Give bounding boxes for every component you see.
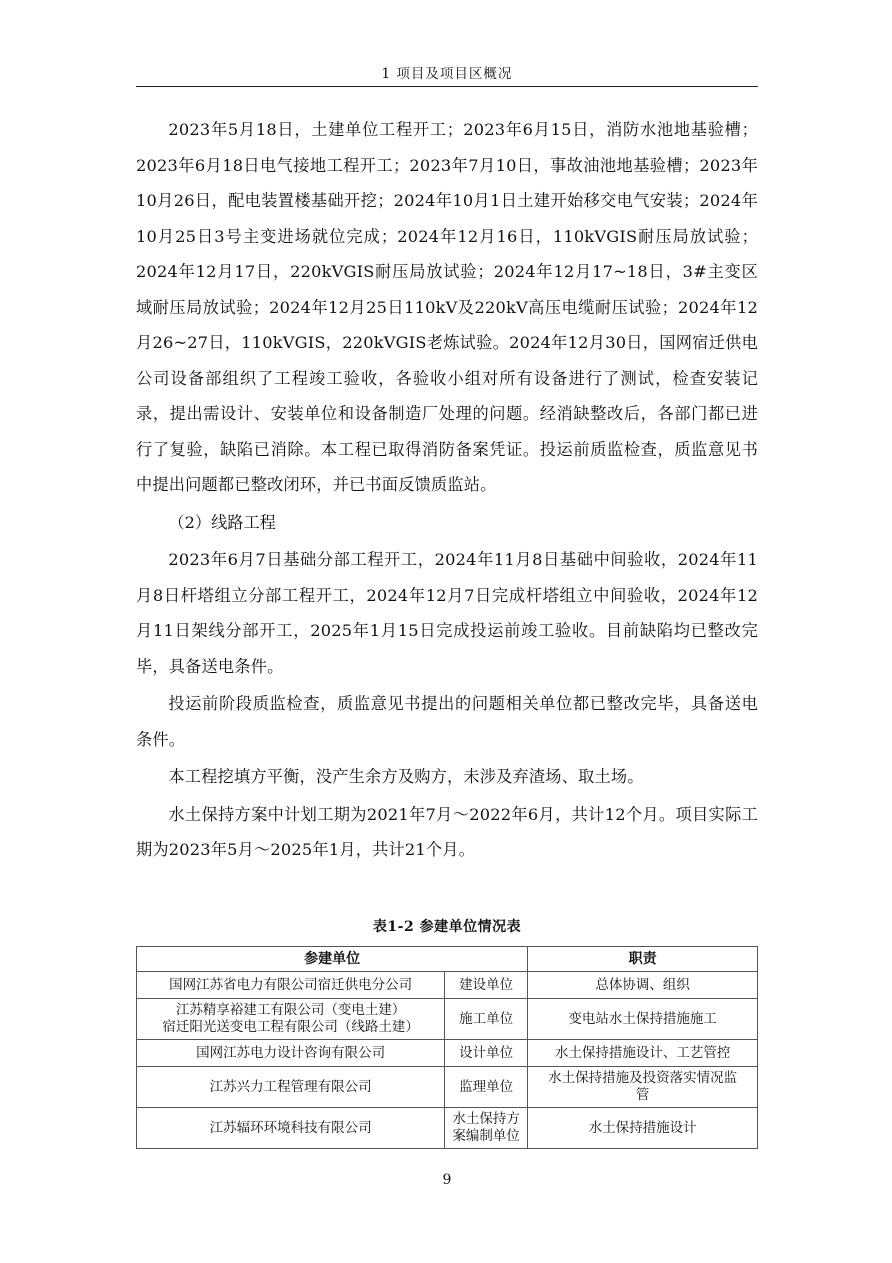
- unit-name-cell: 江苏辐环环境科技有限公司: [137, 1108, 445, 1149]
- paragraph-substation-schedule: 2023年5月18日，土建单位工程开工；2023年6月15日，消防水池地基验槽；2023年6月18日电气接地工程开工；2023年7月10日，事故油池地基验槽；2023年10月26日，配电装置楼基础开挖；2024年10月1日土建开始移交电气安装；2024年10月25日3号主变进场就位完成；2024年12月16日，110kVGIS耐压局放试验；2024年12月17日，220kVGIS耐压局放试验；2024年12月17~18日，3#主变区域耐压局放试验；2024年12月25日110kV及220kV高压电缆耐压试验；2024年12月26~27日，110kVGIS，220kVGIS老炼试验。2024年12月30日，国网宿迁供电公司设备部组织了工程竣工验收，各验收小组对所有设备进行了测试，检查安装记录，提出需设计、安装单位和设备制造厂处理的问题。经消缺整改后，各部门都已进行了复验，缺陷已消除。本工程已取得消防备案凭证。投运前质监检查，质监意见书中提出问题都已整改闭环，并已书面反馈质监站。: [136, 120, 758, 494]
- page-number: 9: [442, 1172, 452, 1188]
- unit-role-cell: 水土保持方 案编制单位: [445, 1108, 528, 1149]
- table-caption: 表1-2 参建单位情况表: [372, 919, 522, 935]
- paragraph-earthwork: 本工程挖填方平衡，没产生余方及购方，未涉及弃渣场、取土场。: [168, 767, 644, 786]
- table-header-row: [137, 947, 758, 972]
- table-row: [137, 1067, 758, 1108]
- unit-duty-cell: 变电站水土保持措施施工: [528, 999, 758, 1040]
- paragraph-duration: 水土保持方案中计划工期为2021年7月～2022年6月，共计12个月。项目实际工期为2023年5月～2025年1月，共计21个月。: [136, 804, 758, 859]
- unit-role-cell: 设计单位: [445, 1040, 528, 1067]
- unit-duty-cell: 水土保持措施及投资落实情况监 管: [528, 1067, 758, 1108]
- unit-role-cell: 监理单位: [445, 1067, 528, 1108]
- header-duty: 职责: [528, 947, 758, 972]
- unit-name-cell: 江苏精享裕建工有限公司（变电土建） 宿迁阳光送变电工程有限公司（线路土建）: [137, 999, 445, 1040]
- section-subheading: （2）线路工程: [168, 512, 276, 532]
- table-row: [137, 1108, 758, 1149]
- table-row: [137, 1040, 758, 1067]
- unit-role-cell: 施工单位: [445, 999, 528, 1040]
- header-unit: 参建单位: [137, 947, 528, 972]
- header-rule: [136, 86, 758, 87]
- unit-duty-cell: 水土保持措施设计、工艺管控: [528, 1040, 758, 1067]
- unit-duty-cell: 总体协调、组织: [528, 972, 758, 999]
- unit-name-cell: 国网江苏省电力有限公司宿迁供电分公司: [137, 972, 445, 999]
- table-row: [137, 999, 758, 1040]
- paragraph-quality-inspection: 投运前阶段质监检查，质监意见书提出的问题相关单位都已整改完毕，具备送电条件。: [136, 694, 758, 749]
- participating-units-table: [136, 946, 758, 1149]
- paragraph-line-schedule: 2023年6月7日基础分部工程开工，2024年11月8日基础中间验收，2024年11月8日杆塔组立分部工程开工，2024年12月7日完成杆塔组立中间验收，2024年12月11日架线分部开工，2025年1月15日完成投运前竣工验收。目前缺陷均已整改完毕，具备送电条件。: [136, 550, 758, 676]
- body-text: [136, 112, 758, 870]
- unit-duty-cell: 水土保持措施设计: [528, 1108, 758, 1149]
- running-header: 1 项目及项目区概况: [381, 66, 513, 82]
- unit-role-cell: 建设单位: [445, 972, 528, 999]
- table-row: [137, 972, 758, 999]
- unit-name-cell: 江苏兴力工程管理有限公司: [137, 1067, 445, 1108]
- unit-name-cell: 国网江苏电力设计咨询有限公司: [137, 1040, 445, 1067]
